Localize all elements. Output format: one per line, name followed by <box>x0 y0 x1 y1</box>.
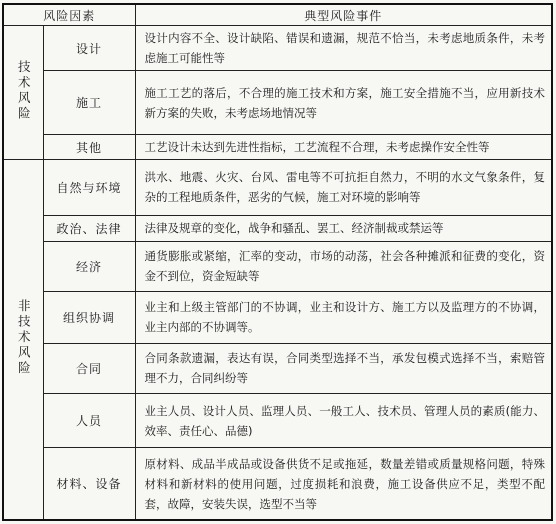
table-row <box>3 135 552 160</box>
group-label-technical: 技术风险 <box>16 60 32 123</box>
factor-cell: 组织协调 <box>43 291 135 343</box>
group-technical <box>3 26 43 160</box>
table-row <box>3 291 552 343</box>
event-cell: 业主和上级主管部门的不协调，业主和设计方、施工方以及监理方的不协调，业主内部的不协调等。 <box>135 291 552 343</box>
header-factor: 风险因素 <box>3 4 135 26</box>
event-cell: 原材料、成品半成品或设备供货不足或拖延，数量差错或质量规格问题，特殊材料和新材料的使用问题，过度损耗和浪费，施工设备供应不足，类型不配套，故障，安装失误，选型不当等 <box>135 448 552 520</box>
table-row <box>3 241 552 291</box>
event-cell: 设计内容不全、设计缺陷、错误和遗漏，规范不恰当，未考虑地质条件，未考虑施工可能性等 <box>135 26 552 71</box>
table-row <box>3 71 552 135</box>
event-cell: 施工工艺的落后，不合理的施工技术和方案，施工安全措施不当，应用新技术新方案的失败，未考虑场地情况等 <box>135 71 552 135</box>
table-row <box>3 160 552 215</box>
factor-cell: 施工 <box>43 71 135 135</box>
factor-cell: 材料、设备 <box>43 448 135 520</box>
event-cell: 法律及规章的变化，战争和骚乱、罢工、经济制裁或禁运等 <box>135 215 552 241</box>
factor-cell: 其他 <box>43 135 135 160</box>
event-cell: 合同条款遗漏，表达有误，合同类型选择不当，承发包模式选择不当，索赔管理不力，合同纠纷等 <box>135 343 552 393</box>
risk-table <box>2 3 553 521</box>
header-row <box>3 4 552 26</box>
event-cell: 洪水、地震、火灾、台风、雷电等不可抗拒自然力，不明的水文气象条件，复杂的工程地质条件，恶劣的气候，施工对环境的影响等 <box>135 160 552 215</box>
table-row <box>3 394 552 448</box>
table-row <box>3 343 552 393</box>
factor-cell: 政治、法律 <box>43 215 135 241</box>
group-nontechnical <box>3 160 43 520</box>
table-row <box>3 215 552 241</box>
event-cell: 通货膨胀或紧缩，汇率的变动，市场的动荡，社会各种摊派和征费的变化，资金不到位，资金短缺等 <box>135 241 552 291</box>
header-event: 典型风险事件 <box>135 4 552 26</box>
factor-cell: 自然与环境 <box>43 160 135 215</box>
factor-cell: 合同 <box>43 343 135 393</box>
event-cell: 业主人员、设计人员、监理人员、一般工人、技术员、管理人员的素质(能力、效率、责任心、品德) <box>135 394 552 448</box>
table-row <box>3 26 552 71</box>
table-row <box>3 448 552 520</box>
factor-cell: 设计 <box>43 26 135 71</box>
factor-cell: 经济 <box>43 241 135 291</box>
group-label-nontechnical: 非技术风险 <box>16 299 32 377</box>
event-cell: 工艺设计未达到先进性指标，工艺流程不合理，未考虑操作安全性等 <box>135 135 552 160</box>
factor-cell: 人员 <box>43 394 135 448</box>
